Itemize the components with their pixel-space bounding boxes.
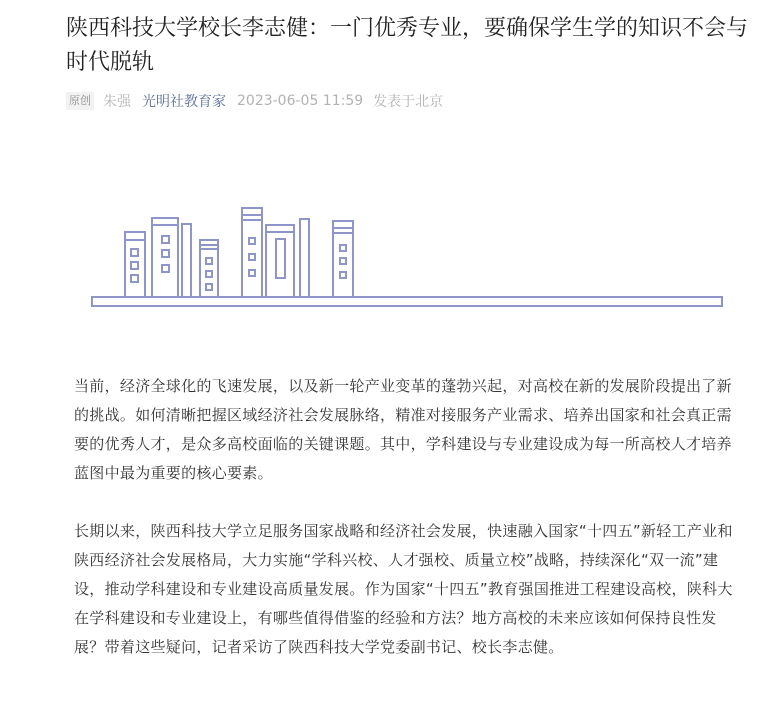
bookshelf-icon (90, 205, 730, 311)
publish-location: 发表于北京 (373, 94, 444, 110)
paragraph-2: 长期以来，陕西科技大学立足服务国家战略和经济社会发展，快速融入国家“十四五”新轻工产业和陕西经济社会发展格局，大力实施“学科兴校、人才强校、质量立校”战略，持续深化“双一流”建设，推动学科建设和专业建设高质量发展。作为国家“十四五”教育强国推进工程建设高校，陕科大在学科建设和专业建设上，有哪些值得借鉴的经验和方法？地方高校的未来应该如何保持良性发展？带着这些疑问，记者采访了陕西科技大学党委副书记、校长李志健。 (74, 522, 733, 656)
article-content (74, 372, 746, 662)
book (300, 219, 309, 297)
bookshelf-illustration (90, 205, 730, 315)
article-title: 陕西科技大学校长李志健：一门优秀专业，要确保学生学的知识不会与时代脱轨 (66, 16, 749, 75)
shelf-board (92, 297, 722, 306)
article-meta (66, 91, 443, 111)
publish-datetime: 2023-06-05 11:59 (237, 93, 364, 109)
original-badge: 原创 (66, 92, 94, 110)
book (182, 224, 191, 297)
author-name: 朱强 (103, 94, 131, 110)
book (242, 208, 262, 297)
account-name-link[interactable]: 光明社教育家 (142, 94, 226, 110)
paragraph-1: 当前，经济全球化的飞速发展，以及新一轮产业变革的蓬勃兴起，对高校在新的发展阶段提出了新的挑战。如何清晰把握区域经济社会发展脉络，精准对接服务产业需求、培养出国家和社会真正需要的优秀人才，是众多高校面临的关键课题。其中，学科建设与专业建设成为每一所高校人才培养蓝图中最为重要的核心要素。 (74, 377, 732, 482)
